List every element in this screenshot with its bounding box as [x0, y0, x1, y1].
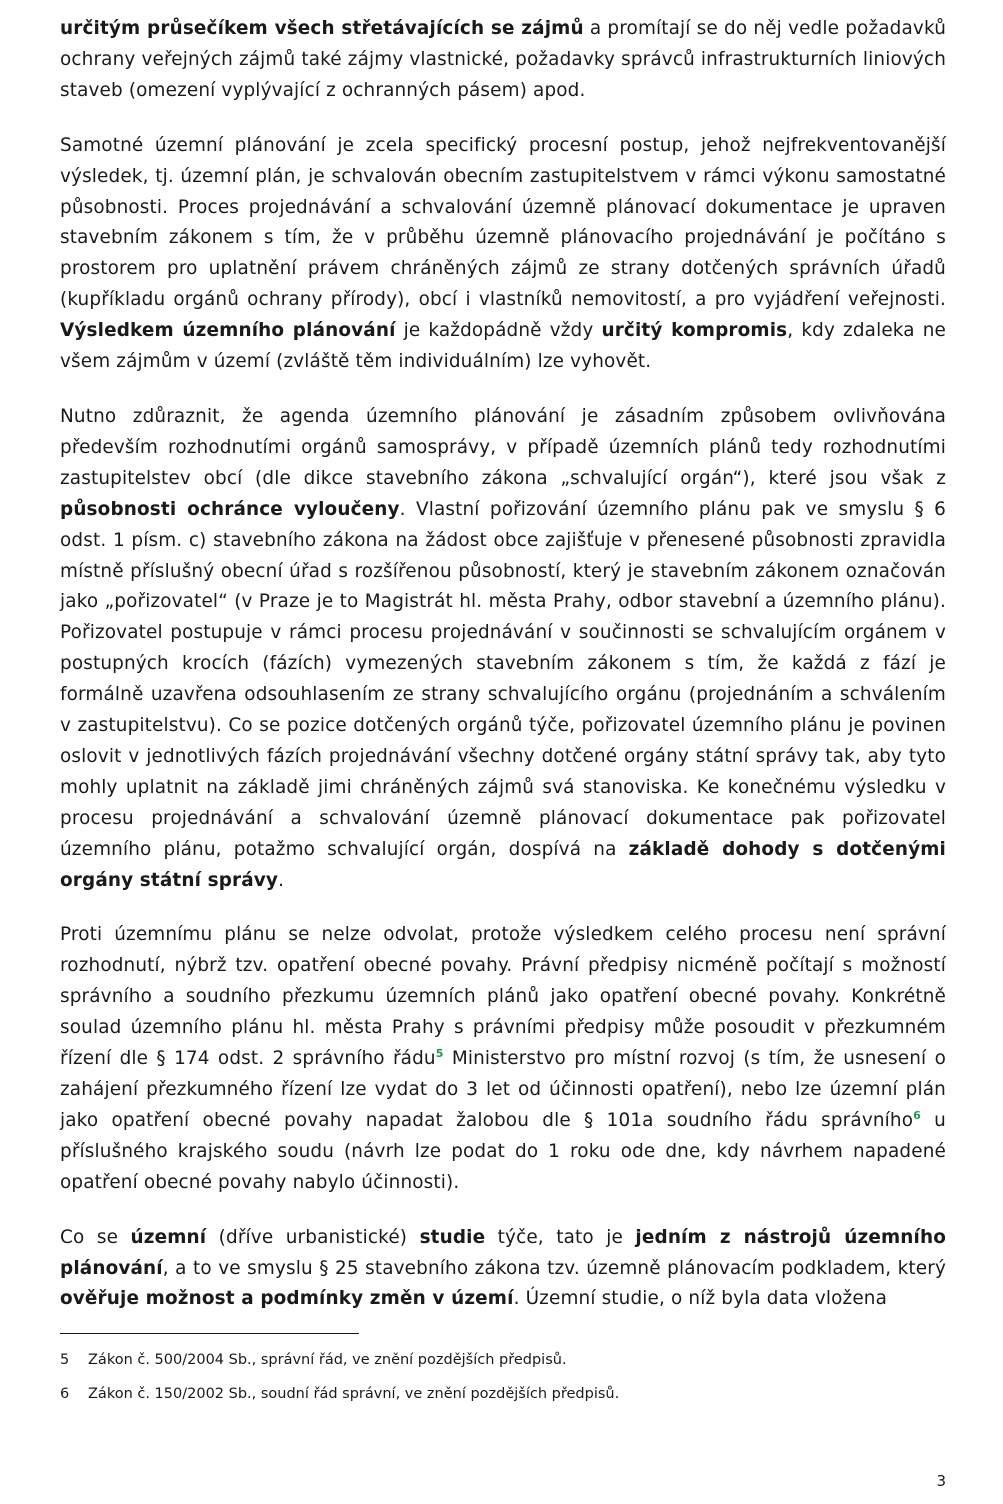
- text-run: Co se: [60, 1226, 131, 1248]
- text-run: týče, tato je: [485, 1226, 636, 1248]
- footnote-number: 6: [60, 1386, 70, 1402]
- paragraph: [60, 14, 946, 107]
- text-run: je každopádně vždy: [395, 320, 602, 342]
- footnote-separator: [60, 1333, 359, 1334]
- text-run: (dříve urbanistické): [206, 1226, 420, 1248]
- paragraph: [60, 402, 946, 897]
- footnote-text: Zákon č. 500/2004 Sb., správní řád, ve znění pozdějších předpisů.: [88, 1352, 567, 1368]
- text-run: , kdy zdaleka ne všem zájmům v území (zvláště těm individuálním) lze vyhovět.: [60, 320, 947, 373]
- text-run: a promítají se do něj vedle požadavků ochrany veřejných zájmů také zájmy vlastnické, požadavky správců infrastrukturních liniových staveb (omezení vyplývající z ochranných pásem) apod.: [60, 18, 946, 101]
- bold-text: určitý kompromis: [601, 320, 788, 342]
- text-run: u příslušného krajského soudu (návrh lze podat do 1 roku ode dne, kdy návrhem napadené opatření obecné povahy nabylo účinnosti).: [60, 1109, 946, 1193]
- text-run: , a to ve smyslu § 25 stavebního zákona tzv. územně plánovacím podkladem, který: [162, 1257, 946, 1279]
- paragraph: [60, 1223, 946, 1316]
- bold-text: Výsledkem územního plánování: [60, 320, 396, 342]
- bold-text: základě dohody s dotčenými orgány státní správy: [60, 838, 946, 891]
- bold-text: studie: [419, 1226, 486, 1248]
- text-run: .: [278, 869, 285, 891]
- text-run: Samotné územní plánování je zcela specifický procesní postup, jehož nejfrekventovanější výsledek, tj. územní plán, je schvalován obecním zastupitelstvem v rámci výkonu samostatné působnosti. Proces projednávání a schvalování územně plánovací dokumentace je upraven stavebním zákonem s tím, že v průběhu územně plánovacího projednávání je počítáno s prostorem pro uplatnění právem chráněných zájmů ze strany dotčených správních úřadů (kupříkladu orgánů ochrany přírody), obcí i vlastníků nemovitostí, a pro vyjádření veřejnosti.: [60, 134, 946, 311]
- bold-text: určitým průsečíkem všech střetávajících se zájmů: [60, 18, 584, 39]
- page-number: 3: [936, 1472, 946, 1490]
- footnote: [60, 1385, 619, 1403]
- bold-text: územní: [130, 1226, 207, 1248]
- text-run: . Územní studie, o níž byla data vložena: [513, 1288, 888, 1310]
- bold-text: působnosti ochránce vyloučeny: [60, 498, 400, 520]
- footnote: [60, 1351, 567, 1369]
- bold-text: jedním z nástrojů územního plánování: [60, 1226, 946, 1279]
- paragraph: [60, 131, 946, 378]
- text-run: Ministerstvo pro místní rozvoj (s tím, že usnesení o zahájení přezkumného řízení lze vydat do 3 let od účinnosti opatření), nebo lze územní plán jako opatření obecné povahy napadat žalobou dle § 101a soudního řádu správního: [60, 1048, 946, 1131]
- page-body: [60, 14, 946, 1339]
- footnote-reference: 6: [913, 1108, 921, 1122]
- text-run: Proti územnímu plánu se nelze odvolat, protože výsledkem celého procesu není správní rozhodnutí, nýbrž tzv. opatření obecné povahy. Právní předpisy nicméně počítají s možností správního a soudního přezkumu územních plánů jako opatření obecné povahy. Konkrétně soulad územního plánu hl. města Prahy s právními předpisy může posoudit v přezkumném řízení dle § 174 odst. 2 správního řádu: [60, 924, 946, 1070]
- footnote-text: Zákon č. 150/2002 Sb., soudní řád správní, ve znění pozdějších předpisů.: [88, 1386, 620, 1402]
- paragraph: [60, 920, 946, 1198]
- bold-text: ověřuje možnost a podmínky změn v území: [60, 1288, 514, 1310]
- text-run: . Vlastní pořizování územního plánu pak ve smyslu § 6 odst. 1 písm. c) stavebního zákona na žádost obce zajišťuje v přenesené působnosti zpravidla místně příslušný obecní úřad s rozšířenou působností, který je stavebním zákonem označován jako „pořizovatel“ (v Praze je to Magistrát hl. města Prahy, odbor stavební a územního plánu). Pořizovatel postupuje v rámci procesu projednávání v součinnosti se schvalujícím orgánem v postupných krocích (fázích) vymezených stavebním zákonem s tím, že každá z fází je formálně uzavřena odsouhlasením ze strany schvalujícího orgánu (projednáním a schválením v zastupitelstvu). Co se pozice dotčených orgánů týče, pořizovatel územního plánu je povinen oslovit v jednotlivých fázích projednávání všechny dotčené orgány státní správy tak, aby tyto mohly uplatnit na základě jimi chráněných zájmů svá stanoviska. Ke konečnému výsledku v procesu projednávání a schvalování územně plánovací dokumentace pak pořizovatel územního plánu, potažmo schvalující orgán, dospívá na: [60, 498, 946, 860]
- footnote-reference: 5: [435, 1046, 444, 1060]
- text-run: Nutno zdůraznit, že agenda územního plánování je zásadním způsobem ovlivňována především rozhodnutími orgánů samosprávy, v případě územních plánů tedy rozhodnutími zastupitelstev obcí (dle dikce stavebního zákona „schvalující orgán“), které jsou však z: [60, 405, 946, 489]
- footnote-number: 5: [60, 1352, 70, 1368]
